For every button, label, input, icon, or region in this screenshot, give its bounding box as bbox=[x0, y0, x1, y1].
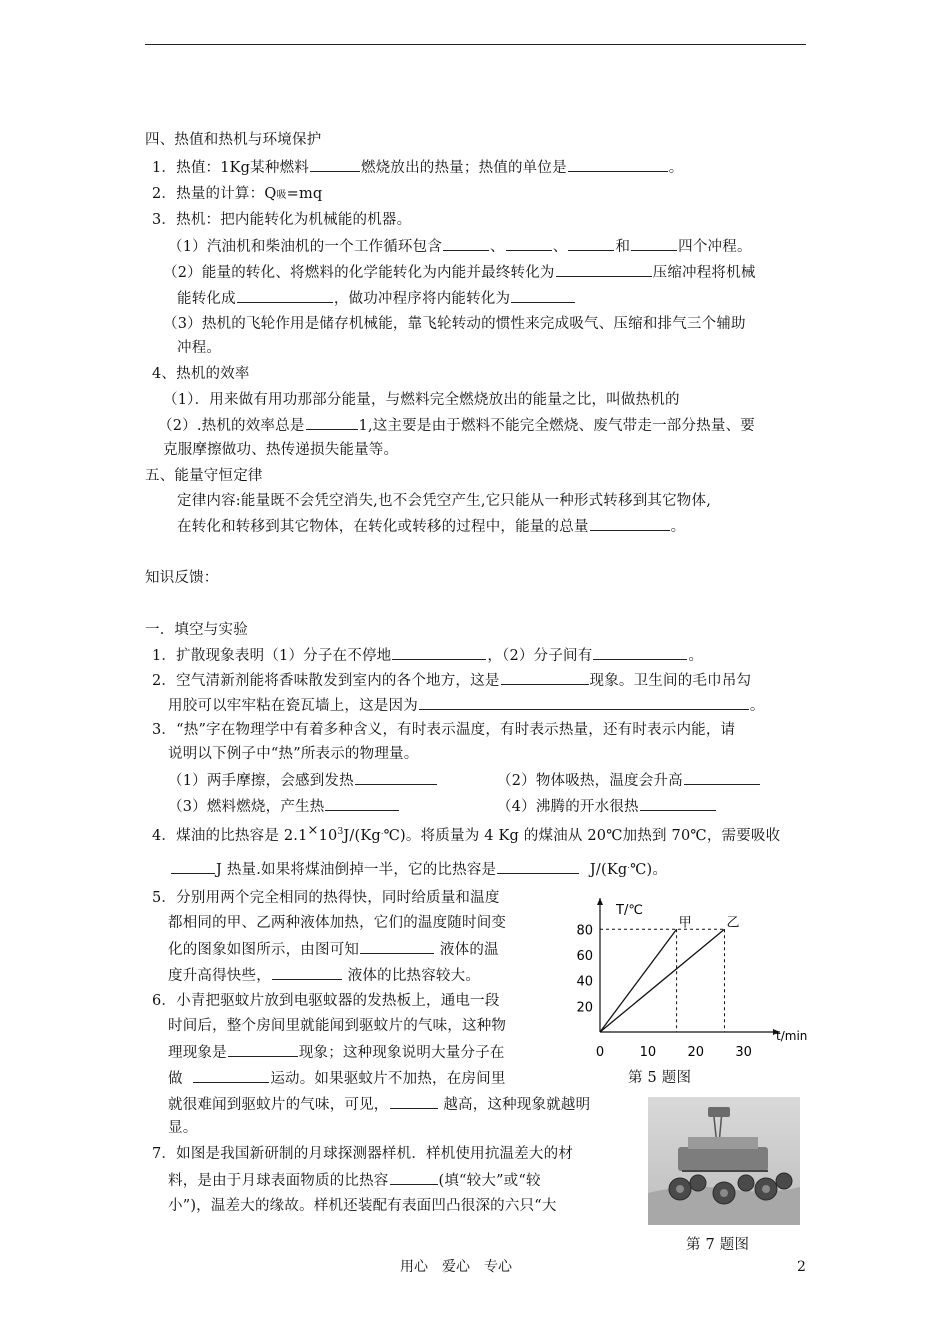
x-tick-label: 10 bbox=[639, 1045, 657, 1060]
q7-line1: 7．如图是我国新研制的月球探测器样机．样机使用抗温差大的材 bbox=[152, 1146, 574, 1162]
y-tick-label: 20 bbox=[576, 1000, 593, 1016]
q5-line3: 化的图象如图所示，由图可知 液体的温 bbox=[168, 939, 499, 960]
item-4-3-1: （1）汽油机和柴油机的一个工作循环包含 、 、 和 四个冲程。 bbox=[168, 236, 752, 257]
lunar-rover-photo bbox=[648, 1097, 800, 1225]
y-tick-label: 40 bbox=[576, 974, 593, 990]
law-line-1: 定律内容:能量既不会凭空消失,也不会凭空产生,它只能从一种形式转移到其它物体, bbox=[177, 493, 712, 509]
item-4-4-2-cont: 克服摩擦做功、热传递损失能量等。 bbox=[163, 442, 399, 458]
item-4-3-2-cont: 能转化成 ，做功冲程序将内能转化为 bbox=[177, 288, 576, 309]
q6-line5: 就很难闻到驱蚊片的气味，可见， 越高，这种现象就越明 bbox=[168, 1094, 590, 1115]
q6-line3: 理现象是 现象；这种现象说明大量分子在 bbox=[168, 1042, 505, 1063]
item-4-3-3: （3）热机的飞轮作用是储存机械能，靠飞轮转动的惯性来完成吸气、压缩和排气三个辅助 bbox=[163, 316, 746, 332]
item-4-1: 1．热值：1Kg某种燃料 燃烧放出的热量；热值的单位是 。 bbox=[152, 157, 683, 178]
q6-line1: 6．小青把驱蚊片放到电驱蚊器的发热板上，通电一段 bbox=[152, 993, 500, 1009]
q6-line4: 做 运动。如果驱蚊片不加热，在房间里 bbox=[168, 1068, 506, 1089]
section5-title: 五、能量守恒定律 bbox=[145, 468, 263, 484]
item-4-3: 3．热机：把内能转化为机械能的机器。 bbox=[152, 212, 412, 228]
y-tick-label: 60 bbox=[576, 948, 593, 964]
x-axis-label: t/min bbox=[776, 1029, 808, 1043]
header-rule bbox=[145, 44, 806, 45]
item-4-3-3-cont: 冲程。 bbox=[177, 340, 222, 356]
q1: 1．扩散现象表明（1）分子在不停地 ，（2）分子间有 。 bbox=[152, 645, 703, 666]
q3: 3．“热”字在物理学中有着多种含义，有时表示温度，有时表示热量，还有时表示内能，请 bbox=[152, 722, 736, 738]
y-axis-arrow bbox=[597, 898, 603, 905]
q2: 2．空气清新剂能将香味散发到室内的各个地方，这是 现象。卫生间的毛巾吊勾 bbox=[152, 670, 751, 691]
q5-line2: 都相同的甲、乙两种液体加热，它们的温度随时间变 bbox=[168, 915, 507, 931]
item-4-4: 4、热机的效率 bbox=[152, 366, 250, 382]
law-line-2: 在转化和转移到其它物体，在转化或转移的过程中，能量的总量 。 bbox=[177, 516, 685, 537]
q3-3: （3）燃料燃烧，产生热 bbox=[168, 796, 400, 817]
feedback-heading: 知识反馈： bbox=[145, 570, 219, 586]
q4-cont: J 热量.如果将煤油倒掉一半，它的比热容是 J/(Kg.℃)。 bbox=[170, 856, 667, 880]
x-tick-label: 0 bbox=[595, 1045, 605, 1060]
footer-motto: 用心 爱心 专心 bbox=[400, 1259, 512, 1275]
q3-4: （4）沸腾的开水很热 bbox=[497, 796, 717, 817]
series-line-1 bbox=[600, 929, 724, 1032]
q6-line6: 显。 bbox=[168, 1120, 198, 1136]
item-4-3-2: （2）能量的转化、将燃料的化学能转化为内能并最终转化为 压缩冲程将机械 bbox=[163, 262, 756, 283]
series-label-0: 甲 bbox=[678, 915, 692, 931]
y-axis-label: T/℃ bbox=[616, 903, 643, 918]
q6-line2: 时间后，整个房间里就能闻到驱蚊片的气味，这种物 bbox=[168, 1018, 507, 1034]
item-4-4-2: （2）.热机的效率总是 1,这主要是由于燃料不能完全燃烧、废气带走一部分热量、要 bbox=[158, 415, 755, 436]
figure5-caption: 第 5 题图 bbox=[628, 1070, 692, 1086]
item-4-4-1: （1）．用来做有用功那部分能量，与燃料完全燃烧放出的能量之比，叫做热机的 bbox=[163, 392, 680, 408]
q7-line2: 料，是由于月球表面物质的比热容 (填“较大”或“较 bbox=[168, 1170, 541, 1191]
part1-title: 一．填空与实验 bbox=[145, 622, 248, 638]
x-tick-label: 30 bbox=[735, 1045, 752, 1060]
series-line-0 bbox=[600, 929, 677, 1032]
q4: 4．煤油的比热容是 $2.1\times 10^3J/(Kg^.℃)$。将质量为 4 Kg 的煤油从 20℃加热到 70℃，需要吸收 bbox=[152, 822, 781, 844]
q7-line3: 小”)，温差大的缘故。样机还装配有表面凹凸很深的六只“大 bbox=[168, 1198, 557, 1214]
q3-cont: 说明以下例子中“热”所表示的物理量。 bbox=[168, 746, 419, 762]
figure7-caption: 第 7 题图 bbox=[686, 1237, 750, 1253]
y-tick-label: 80 bbox=[576, 923, 593, 939]
item-4-2: 2．热量的计算：Q吸=mq bbox=[152, 186, 323, 202]
q3-1: （1）两手摩擦，会感到发热 bbox=[168, 770, 438, 791]
q2-cont: 用胶可以牢牢粘在瓷瓦墙上，这是因为 。 bbox=[168, 695, 765, 716]
series-label-1: 乙 bbox=[726, 915, 740, 931]
q5-line4: 度升高得快些， 液体的比热容较大。 bbox=[168, 965, 480, 986]
x-tick-label: 20 bbox=[687, 1045, 705, 1060]
q5-line1: 5．分别用两个完全相同的热得快，同时给质量和温度 bbox=[152, 890, 500, 906]
page-number: 2 bbox=[797, 1259, 806, 1275]
section4-title: 四、热值和热机与环境保护 bbox=[145, 132, 322, 148]
q3-2: （2）物体吸热，温度会升高 bbox=[497, 770, 761, 791]
temperature-time-chart bbox=[568, 892, 816, 1062]
